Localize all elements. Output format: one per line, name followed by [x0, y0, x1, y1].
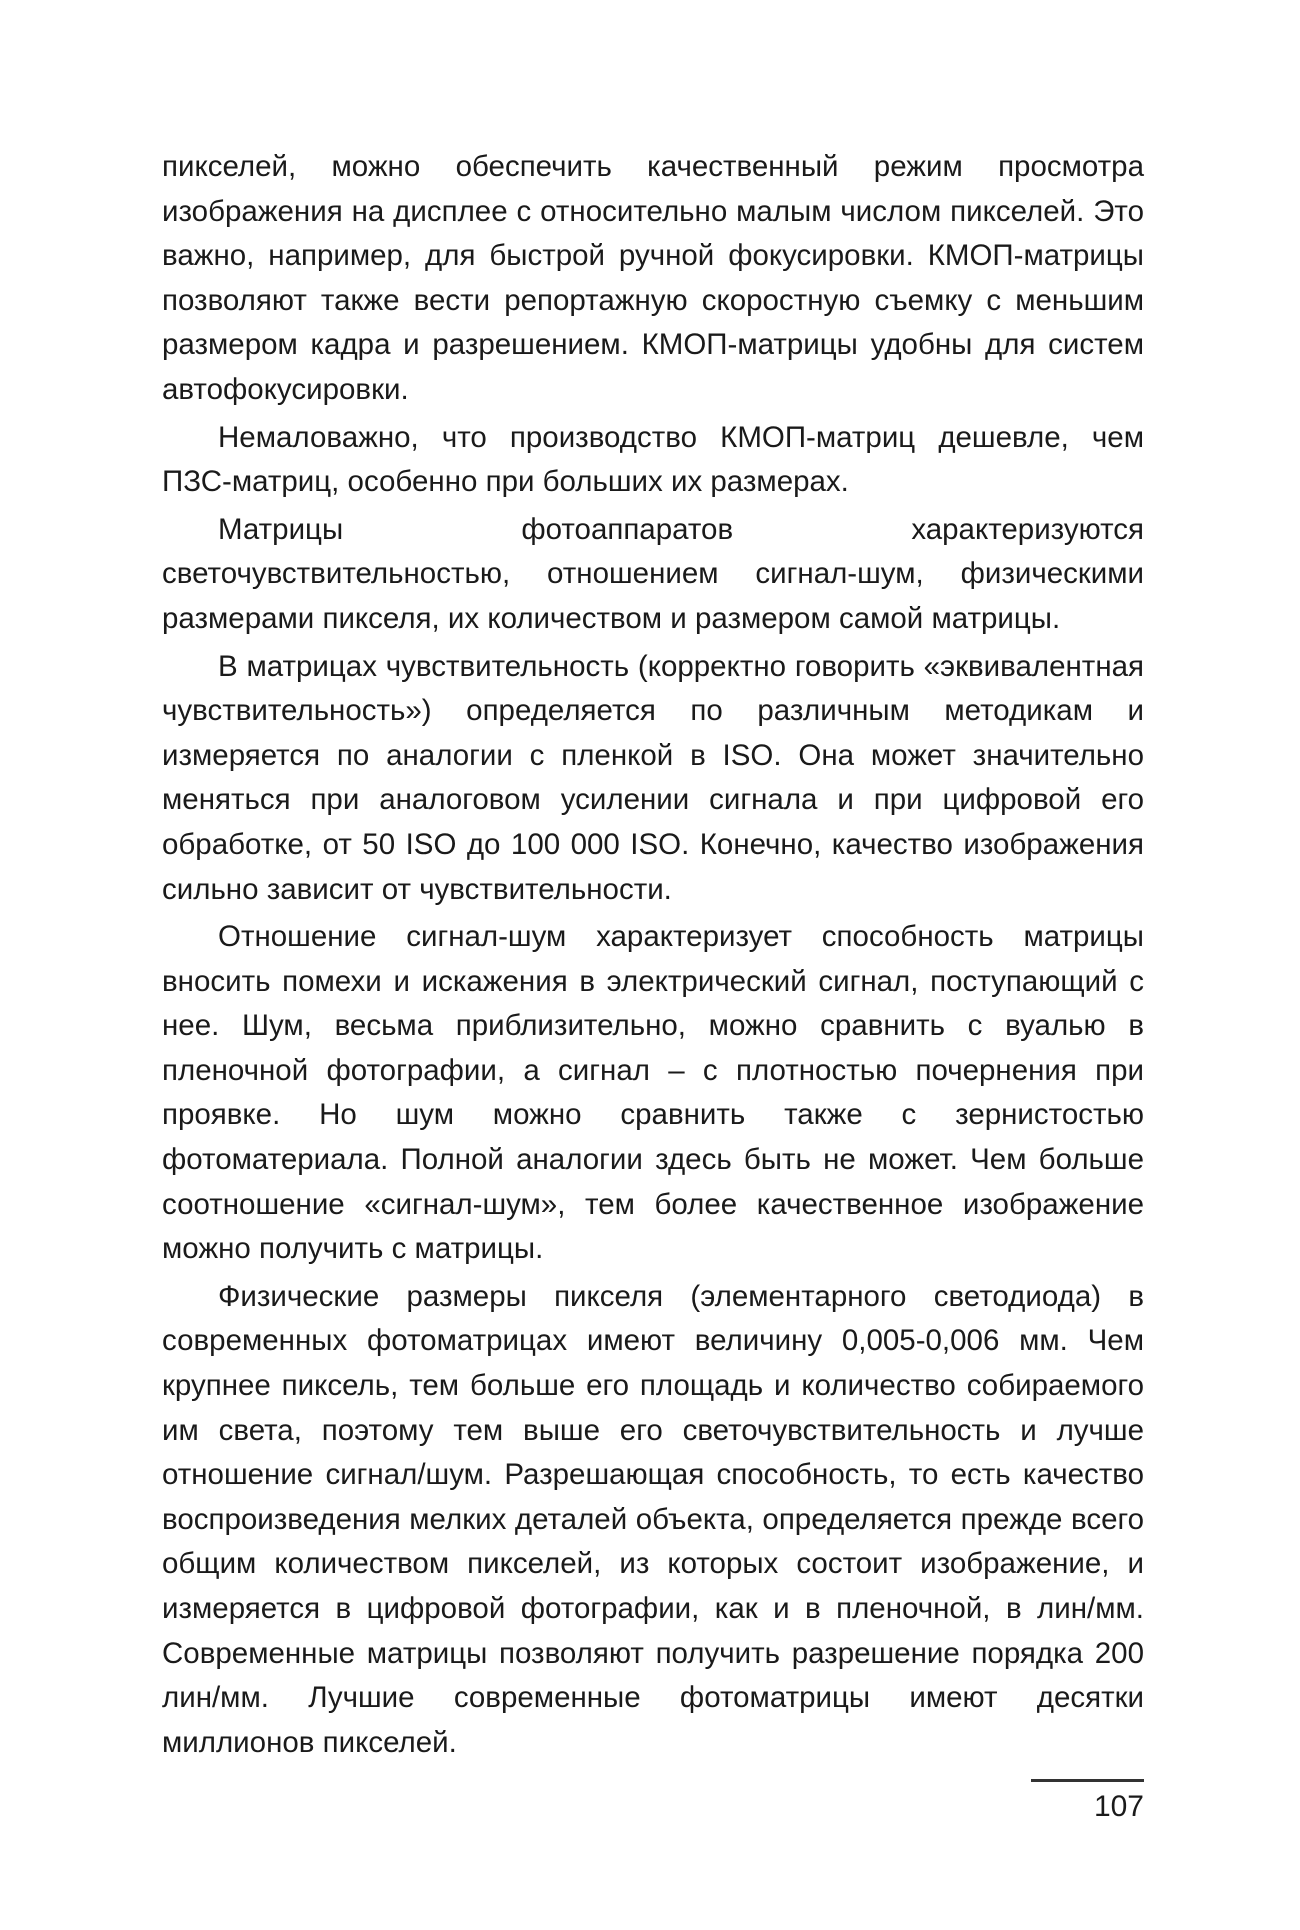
- paragraph-cmos-cost: Немаловажно, что производство КМОП-матриц дешевле, чем ПЗС-матриц, особенно при больших их размерах.: [162, 420, 1144, 499]
- page-number: 107: [1093, 1790, 1144, 1823]
- paragraph-signal-noise: Отношение сигнал-шум характеризует способность матрицы вносить помехи и искажения в электрический сигнал, поступающий с нее. Шум, весьма приблизительно, можно сравнить с вуалью в пленочной фотографии, а сигнал – с плотностью почернения при проявке. Но шум можно сравнить также с зернистостью фотоматериала. Полной аналогии здесь быть не может. Чем больше соотношение «сигнал-шум», тем более качественное изображение можно получить с матрицы.: [162, 920, 1144, 1266]
- paragraph-continuation: пикселей, можно обеспечить качественный режим просмотра изображения на дисплее с относительно малым числом пикселей. Это важно, например, для быстрой ручной фокусировки. КМОП-матрицы позволяют также вести репортажную скоростную съемку с меньшим размером кадра и разрешением. КМОП-матрицы удобны для систем автофокусировки.: [162, 150, 1144, 406]
- footer-divider: [1031, 1779, 1144, 1782]
- paragraph-matrix-characteristics: Матрицы фотоаппаратов характеризуются светочувствительностью, отношением сигнал-шум, физическими размерами пикселя, их количеством и размером самой матрицы.: [162, 512, 1144, 635]
- body-text: [162, 145, 1144, 1768]
- paragraph-sensitivity: В матрицах чувствительность (корректно говорить «эквивалентная чувствительность») определяется по различным методикам и измеряется по аналогии с пленкой в ISO. Она может значительно меняться при аналоговом усилении сигнала и при цифровой его обработке, от 50 ISO до 100 000 ISO. Конечно, качество изображения сильно зависит от чувствительности.: [162, 649, 1144, 906]
- paragraph-pixel-size: Физические размеры пикселя (элементарного светодиода) в современных фотоматрицах имеют величину 0,005-0,006 мм. Чем крупнее пиксель, тем больше его площадь и количество собираемого им света, поэтому тем выше его светочувствительность и лучше отношение сигнал/шум. Разрешающая способность, то есть качество воспроизведения мелких деталей объекта, определяется прежде всего общим количеством пикселей, из которых состоит изображение, и измеряется в цифровой фотографии, как и в пленочной, в лин/мм. Современные матрицы позволяют получить разрешение порядка 200 лин/мм. Лучшие современные фотоматрицы имеют десятки миллионов пикселей.: [162, 1279, 1144, 1759]
